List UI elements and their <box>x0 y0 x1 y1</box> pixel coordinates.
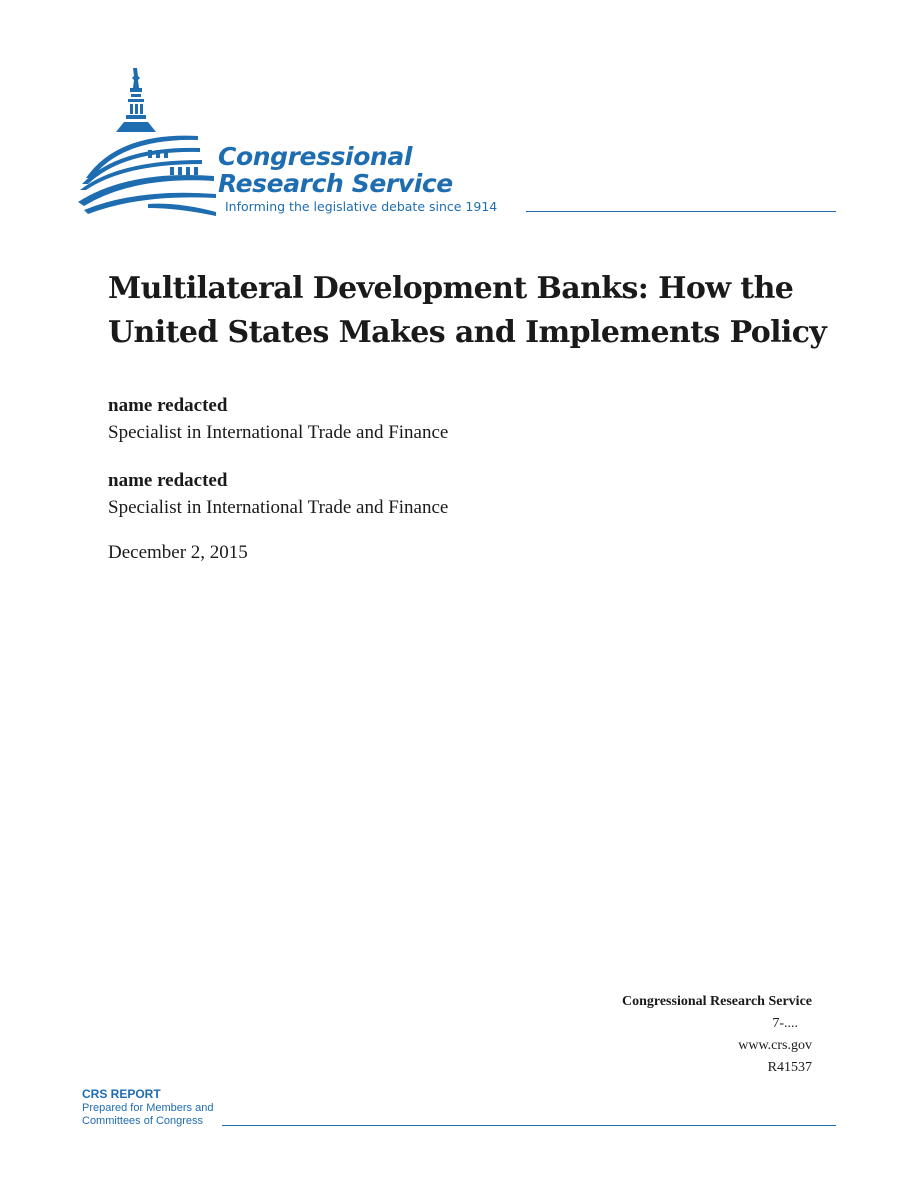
logo-tagline: Informing the legislative debate since 1914 <box>225 199 498 214</box>
crs-code: 7-.... <box>772 1016 798 1031</box>
footer-report-label: CRS REPORT <box>82 1087 161 1101</box>
author-block <box>108 467 448 521</box>
author-block <box>108 392 448 446</box>
author-name: name redacted <box>108 470 228 491</box>
footer-divider <box>222 1125 836 1126</box>
author-name: name redacted <box>108 395 228 416</box>
logo-line-1: Congressional <box>218 142 413 171</box>
logo-line-2: Research Service <box>218 169 453 198</box>
footer-label <box>82 1088 213 1129</box>
footer-line-2: Prepared for Members and <box>82 1101 214 1114</box>
crs-org-name: Congressional Research Service <box>621 994 812 1009</box>
footer-line-3: Committees of Congress <box>82 1115 204 1127</box>
report-date: December 2, 2015 <box>108 542 248 563</box>
capitol-dome-icon <box>78 66 218 218</box>
crs-info-block <box>622 991 812 1079</box>
header-divider <box>526 211 836 212</box>
crs-url[interactable]: www.crs.gov <box>738 1038 812 1053</box>
author-role: Specialist in International Trade and Finance <box>108 422 449 443</box>
report-title: Multilateral Development Banks: How the United States Makes and Implements Policy <box>108 271 827 350</box>
report-number: R41537 <box>767 1060 812 1075</box>
logo-wordmark <box>218 143 453 197</box>
author-role: Specialist in International Trade and Finance <box>108 497 449 518</box>
